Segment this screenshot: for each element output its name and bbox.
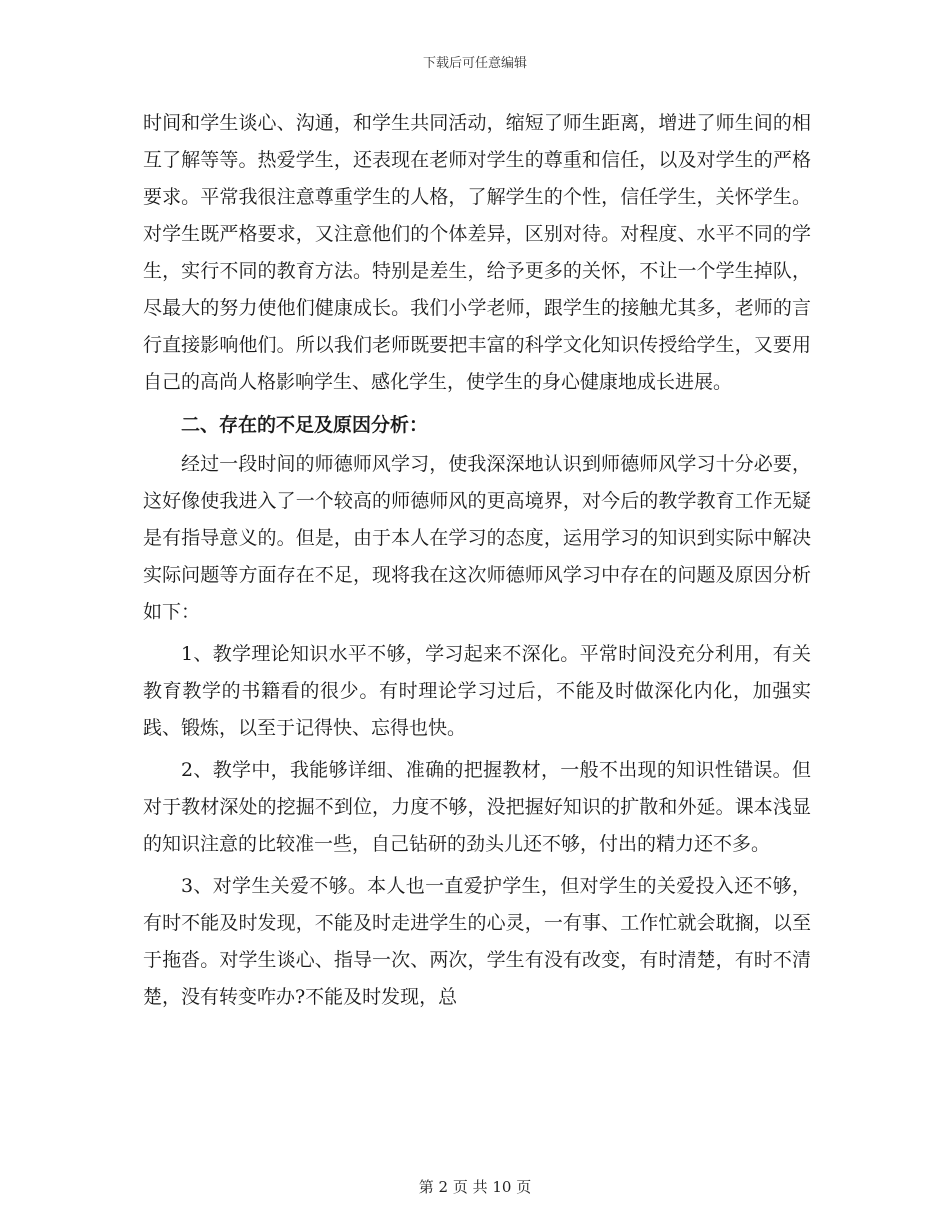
list-item-3: 3、对学生关爱不够。本人也一直爱护学生，但对学生的关爱投入还不够，有时不能及时发现，不能及时走进学生的心灵，一有事、工作忙就会耽搁，以至于拖沓。对学生谈心、指导一次、两次，学生有没有改变，有时清楚，有时不清楚，没有转变咋办?不能及时发现，总 (143, 875, 811, 1008)
intro-paragraph: 时间和学生谈心、沟通，和学生共同活动，缩短了师生距离，增进了师生间的相互了解等等。热爱学生，还表现在老师对学生的尊重和信任，以及对学生的严格要求。平常我很注意尊重学生的人格，了解学生的个性，信任学生，关怀学生。对学生既严格要求，又注意他们的个体差异，区别对待。对程度、水平不同的学生，实行不同的教育方法。特别是差生，给予更多的关怀，不让一个学生掉队，尽最大的努力使他们健康成长。我们小学老师，跟学生的接触尤其多，老师的言行直接影响他们。所以我们老师既要把丰富的科学文化知识传授给学生，又要用自己的高尚人格影响学生、感化学生，使学生的身心健康地成长进展。 (143, 112, 811, 393)
section-heading: 二、存在的不足及原因分析： (181, 414, 429, 436)
page-header-note: 下载后可任意编辑 (422, 56, 527, 71)
document-body (143, 105, 811, 1016)
list-item-2: 2、教学中，我能够详细、准确的把握教材，一般不出现的知识性错误。但对于教材深处的挖掘不到位，力度不够，没把握好知识的扩散和外延。课本浅显的知识注意的比较准一些，自己钻研的劲头儿还不够，付出的精力还不多。 (143, 759, 811, 855)
list-item-1: 1、教学理论知识水平不够，学习起来不深化。平常时间没充分利用，有关教育教学的书籍看的很少。有时理论学习过后，不能及时做深化内化，加强实践、锻炼，以至于记得快、忘得也快。 (143, 643, 811, 739)
page-number-footer: 第 2 页 共 10 页 (418, 1178, 532, 1196)
section-intro-paragraph: 经过一段时间的师德师风学习，使我深深地认识到师德师风学习十分必要，这好像使我进入了一个较高的师德师风的更高境界，对今后的教学教育工作无疑是有指导意义的。但是，由于本人在学习的态度，运用学习的知识到实际中解决实际问题等方面存在不足，现将我在这次师德师风学习中存在的问题及原因分析如下： (143, 453, 811, 623)
